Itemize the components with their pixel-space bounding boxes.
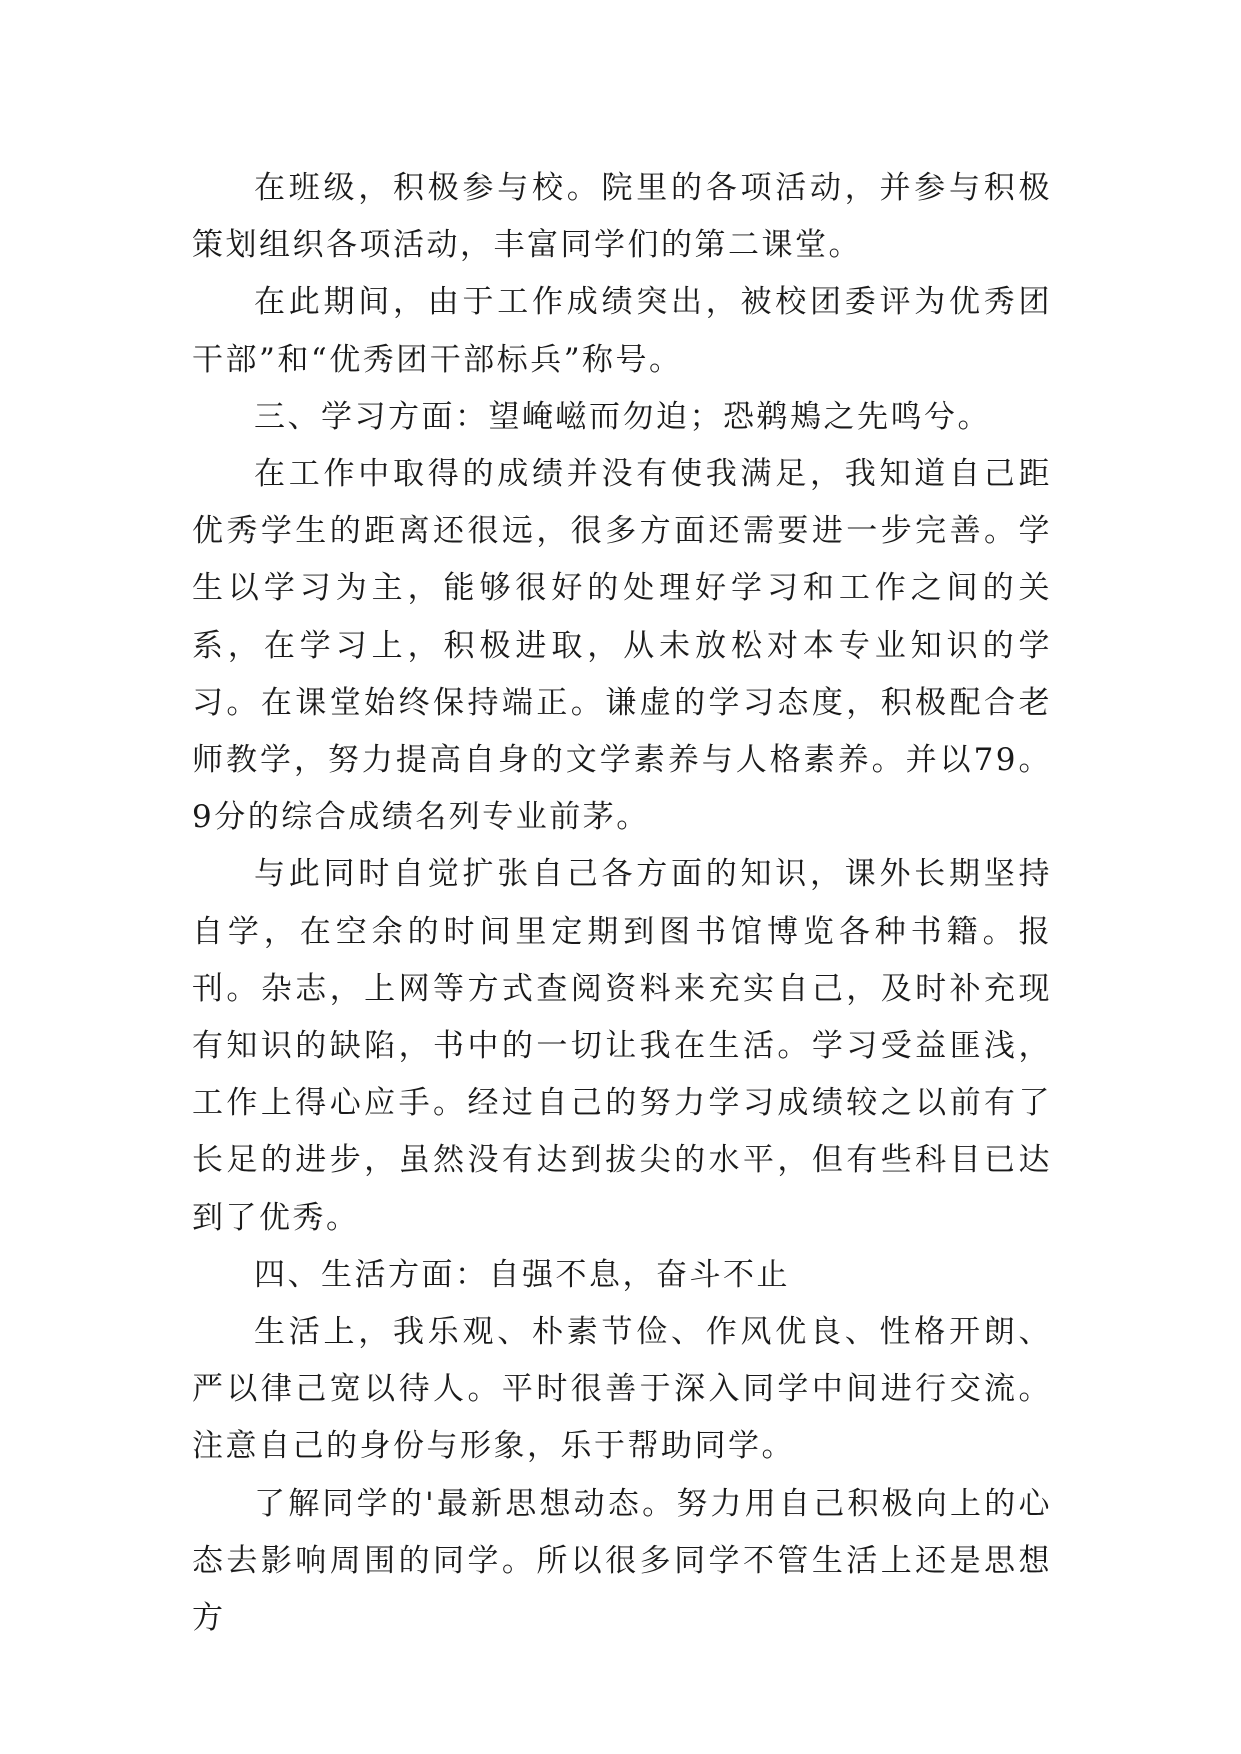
paragraph-self-study: 与此同时自觉扩张自己各方面的知识，课外长期坚持自学，在空余的时间里定期到图书馆博览各种书籍。报刊。杂志，上网等方式查阅资料来充实自己，及时补充现有知识的缺陷，书中的一切让我在生活。学习受益匪浅，工作上得心应手。经过自己的努力学习成绩较之以前有了长足的进步，虽然没有达到拔尖的水平，但有些科目已达到了优秀。 xyxy=(192,856,1052,1236)
section-heading-study: 三、学习方面：望崦嵫而勿迫；恐鹈鴂之先鸣兮。 xyxy=(254,398,991,435)
paragraph-honors: 在此期间，由于工作成绩突出，被校团委评为优秀团干部”和“优秀团干部标兵”称号。 xyxy=(192,284,1052,378)
paragraph-life: 生活上，我乐观、朴素节俭、作风优良、性格开朗、严以律己宽以待人。平时很善于深入同学中间进行交流。注意自己的身份与形象，乐于帮助同学。 xyxy=(192,1314,1052,1465)
paragraph-classmates: 了解同学的'最新思想动态。努力用自己积极向上的心态去影响周围的同学。所以很多同学不管生活上还是思想方 xyxy=(192,1485,1052,1637)
document-body xyxy=(192,160,1052,1647)
paragraph-study-attitude: 在工作中取得的成绩并没有使我满足，我知道自己距优秀学生的距离还很远，很多方面还需要进一步完善。学生以学习为主，能够很好的处理好学习和工作之间的关系，在学习上，积极进取，从未放松对本专业知识的学习。在课堂始终保持端正。谦虚的学习态度，积极配合老师教学，努力提高自身的文学素养与人格素养。并以79。9分的综合成绩名列专业前茅。 xyxy=(192,456,1052,836)
paragraph-class-activities: 在班级，积极参与校。院里的各项活动，并参与积极策划组织各项活动，丰富同学们的第二课堂。 xyxy=(192,170,1052,264)
section-heading-life: 四、生活方面：自强不息，奋斗不止 xyxy=(254,1256,790,1293)
